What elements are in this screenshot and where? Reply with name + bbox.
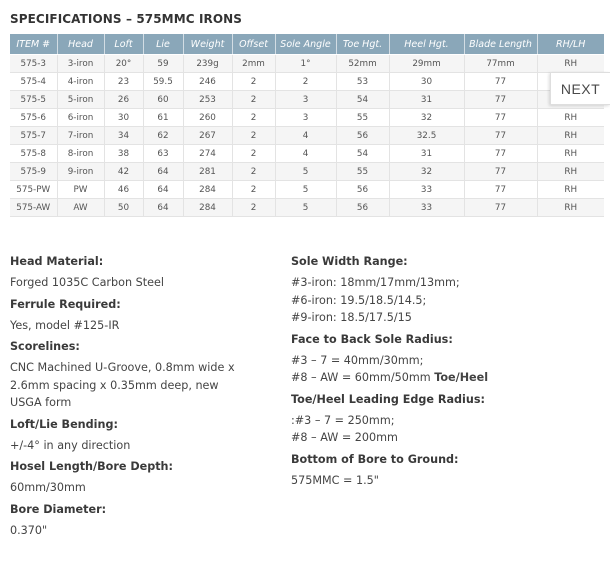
table-cell: 5 bbox=[275, 199, 336, 217]
table-row bbox=[10, 145, 604, 163]
spec-label: Face to Back Sole Radius: bbox=[291, 332, 453, 346]
table-cell: 64 bbox=[143, 163, 183, 181]
table-cell: 2 bbox=[232, 163, 275, 181]
table-cell: 77mm bbox=[464, 55, 537, 73]
table-cell: 31 bbox=[389, 145, 464, 163]
spec-group bbox=[10, 503, 265, 540]
spec-value-line: :#3 – 7 = 250mm; bbox=[291, 413, 395, 427]
column-header: Blade Length bbox=[464, 34, 537, 55]
table-cell: 2 bbox=[232, 91, 275, 109]
spec-value-line: #6-iron: 19.5/18.5/14.5; bbox=[291, 293, 427, 307]
table-cell: 59.5 bbox=[143, 73, 183, 91]
table-cell: 575-8 bbox=[10, 145, 57, 163]
table-cell: 77 bbox=[464, 181, 537, 199]
table-cell: 4 bbox=[275, 127, 336, 145]
table-cell: 54 bbox=[336, 91, 389, 109]
spec-bore-to-ground bbox=[291, 453, 601, 490]
table-cell: 5 bbox=[275, 163, 336, 181]
table-cell: 4-iron bbox=[57, 73, 104, 91]
table-cell: 32 bbox=[389, 163, 464, 181]
spec-label: Ferrule Required: bbox=[10, 297, 121, 311]
spec-value bbox=[291, 472, 601, 490]
specs-left-column bbox=[10, 255, 265, 545]
table-cell: 32.5 bbox=[389, 127, 464, 145]
table-cell: 239g bbox=[183, 55, 232, 73]
table-cell: RH bbox=[537, 181, 604, 199]
spec-value-line: #8 – AW = 200mm bbox=[291, 431, 398, 444]
spec-value-line: #9-iron: 18.5/17.5/15 bbox=[291, 311, 412, 324]
table-cell: 77 bbox=[464, 199, 537, 217]
table-cell: RH bbox=[537, 55, 604, 73]
table-cell: 32 bbox=[389, 109, 464, 127]
table-cell: 575-6 bbox=[10, 109, 57, 127]
table-cell: 38 bbox=[104, 145, 143, 163]
table-cell: 246 bbox=[183, 73, 232, 91]
table-cell: 575-PW bbox=[10, 181, 57, 199]
spec-value bbox=[10, 274, 265, 292]
table-cell: RH bbox=[537, 145, 604, 163]
specifications-table bbox=[10, 34, 604, 217]
table-cell: 575-7 bbox=[10, 127, 57, 145]
table-cell: 281 bbox=[183, 163, 232, 181]
specs-right-column bbox=[291, 255, 601, 495]
table-cell: 61 bbox=[143, 109, 183, 127]
table-cell: RH bbox=[537, 199, 604, 217]
table-cell: 34 bbox=[104, 127, 143, 145]
spec-value bbox=[10, 317, 265, 335]
spec-label: Head Material: bbox=[10, 255, 104, 268]
page-title: SPECIFICATIONS – 575MMC IRONS bbox=[10, 12, 243, 26]
table-cell: RH bbox=[537, 163, 604, 181]
spec-label: Bore Diameter: bbox=[10, 502, 107, 516]
table-cell: 64 bbox=[143, 181, 183, 199]
table-cell: 77 bbox=[464, 73, 537, 91]
spec-value-text: #8 – AW = 60mm/50mm bbox=[291, 371, 435, 384]
column-header: Toe Hgt. bbox=[336, 34, 389, 55]
table-cell: 56 bbox=[336, 181, 389, 199]
table-cell: 2 bbox=[275, 73, 336, 91]
table-cell: 9-iron bbox=[57, 163, 104, 181]
column-header: Loft bbox=[104, 34, 143, 55]
spec-value-line: Yes, model #125-IR bbox=[10, 318, 120, 332]
table-cell: 2 bbox=[232, 181, 275, 199]
table-row bbox=[10, 91, 604, 109]
table-row bbox=[10, 109, 604, 127]
column-header: ITEM # bbox=[10, 34, 57, 55]
table-cell: 30 bbox=[104, 109, 143, 127]
column-header: Sole Angle bbox=[275, 34, 336, 55]
spec-value-line: 2.6mm spacing x 0.35mm deep, new bbox=[10, 378, 219, 392]
table-cell: 2mm bbox=[232, 55, 275, 73]
spec-value bbox=[10, 522, 265, 540]
spec-value-line: CNC Machined U-Groove, 0.8mm wide x bbox=[10, 361, 235, 374]
spec-value-line: +/-4° in any direction bbox=[10, 438, 131, 452]
table-cell: RH bbox=[537, 109, 604, 127]
spec-value-line: 0.370" bbox=[10, 523, 48, 537]
column-header: Weight bbox=[183, 34, 232, 55]
table-cell: 7-iron bbox=[57, 127, 104, 145]
table-row bbox=[10, 73, 604, 91]
table-cell: RH bbox=[537, 127, 604, 145]
column-header: Lie bbox=[143, 34, 183, 55]
table-cell: 52mm bbox=[336, 55, 389, 73]
table-cell: 55 bbox=[336, 109, 389, 127]
table-cell: 77 bbox=[464, 91, 537, 109]
table-cell: 63 bbox=[143, 145, 183, 163]
table-cell: 77 bbox=[464, 109, 537, 127]
spec-value-line: 575MMC = 1.5" bbox=[291, 473, 379, 487]
spec-value-line bbox=[291, 369, 601, 387]
table-cell: 284 bbox=[183, 181, 232, 199]
table-cell: 2 bbox=[232, 199, 275, 217]
table-cell: 53 bbox=[336, 73, 389, 91]
spec-value bbox=[10, 437, 265, 455]
table-cell: AW bbox=[57, 199, 104, 217]
table-cell: 2 bbox=[232, 127, 275, 145]
table-cell: 2 bbox=[232, 109, 275, 127]
table-row bbox=[10, 127, 604, 145]
column-header: RH/LH bbox=[537, 34, 604, 55]
table-cell: 575-9 bbox=[10, 163, 57, 181]
table-cell: 575-4 bbox=[10, 73, 57, 91]
spec-value bbox=[10, 359, 265, 412]
spec-toe-heel-radius bbox=[291, 393, 601, 447]
table-row bbox=[10, 55, 604, 73]
spec-face-back-radius bbox=[291, 333, 601, 387]
table-cell: 4 bbox=[275, 145, 336, 163]
table-cell: 3 bbox=[275, 91, 336, 109]
spec-group bbox=[10, 298, 265, 335]
spec-value-line: #3-iron: 18mm/17mm/13mm; bbox=[291, 276, 460, 289]
table-cell: 77 bbox=[464, 127, 537, 145]
table-row bbox=[10, 163, 604, 181]
table-cell: 3-iron bbox=[57, 55, 104, 73]
spec-label: Toe/Heel Leading Edge Radius: bbox=[291, 392, 485, 406]
table-cell: 2 bbox=[232, 73, 275, 91]
table-cell: 3 bbox=[275, 109, 336, 127]
spec-group bbox=[10, 255, 265, 292]
table-cell: 54 bbox=[336, 145, 389, 163]
spec-sole-width bbox=[291, 255, 601, 327]
table-cell: 23 bbox=[104, 73, 143, 91]
table-cell: 274 bbox=[183, 145, 232, 163]
table-cell: 29mm bbox=[389, 55, 464, 73]
table-cell: 2 bbox=[232, 145, 275, 163]
table-cell: 8-iron bbox=[57, 145, 104, 163]
table-cell: 50 bbox=[104, 199, 143, 217]
table-cell: 60 bbox=[143, 91, 183, 109]
table-cell: 267 bbox=[183, 127, 232, 145]
spec-value bbox=[291, 274, 601, 327]
table-cell: 46 bbox=[104, 181, 143, 199]
spec-label: Bottom of Bore to Ground: bbox=[291, 452, 459, 466]
table-cell: 55 bbox=[336, 163, 389, 181]
spec-label: Scorelines: bbox=[10, 340, 80, 353]
table-cell: 33 bbox=[389, 181, 464, 199]
spec-value-line: USGA form bbox=[10, 396, 72, 409]
table-cell: 20° bbox=[104, 55, 143, 73]
table-cell: 575-3 bbox=[10, 55, 57, 73]
table-cell: 56 bbox=[336, 199, 389, 217]
next-button[interactable]: NEXT bbox=[550, 72, 610, 105]
table-cell: 6-iron bbox=[57, 109, 104, 127]
table-cell: 42 bbox=[104, 163, 143, 181]
spec-value bbox=[291, 412, 601, 447]
table-header-row bbox=[10, 34, 604, 55]
table-cell: 59 bbox=[143, 55, 183, 73]
table-cell: 253 bbox=[183, 91, 232, 109]
spec-group bbox=[10, 460, 265, 497]
table-cell: PW bbox=[57, 181, 104, 199]
table-cell: 77 bbox=[464, 163, 537, 181]
spec-label: Loft/Lie Bending: bbox=[10, 417, 118, 431]
table-cell: 30 bbox=[389, 73, 464, 91]
spec-value bbox=[10, 479, 265, 497]
spec-value bbox=[291, 352, 601, 387]
table-cell: 31 bbox=[389, 91, 464, 109]
column-header: Heel Hgt. bbox=[389, 34, 464, 55]
table-cell: 284 bbox=[183, 199, 232, 217]
spec-label: Hosel Length/Bore Depth: bbox=[10, 460, 173, 473]
table-cell: 26 bbox=[104, 91, 143, 109]
table-row bbox=[10, 181, 604, 199]
table-cell: 260 bbox=[183, 109, 232, 127]
table-cell: 575-AW bbox=[10, 199, 57, 217]
column-header: Offset bbox=[232, 34, 275, 55]
spec-value-line: Forged 1035C Carbon Steel bbox=[10, 276, 164, 289]
table-cell: 5-iron bbox=[57, 91, 104, 109]
table-cell: 5 bbox=[275, 181, 336, 199]
column-header: Head bbox=[57, 34, 104, 55]
spec-value-line: 60mm/30mm bbox=[10, 481, 86, 494]
table-cell: 62 bbox=[143, 127, 183, 145]
table-cell: 575-5 bbox=[10, 91, 57, 109]
table-body bbox=[10, 55, 604, 217]
spec-group bbox=[10, 340, 265, 412]
table-row bbox=[10, 199, 604, 217]
table-cell: 64 bbox=[143, 199, 183, 217]
table-cell: 77 bbox=[464, 145, 537, 163]
spec-value-bold: Toe/Heel bbox=[434, 371, 489, 384]
spec-label: Sole Width Range: bbox=[291, 255, 408, 268]
table-cell: 56 bbox=[336, 127, 389, 145]
spec-value-line: #3 – 7 = 40mm/30mm; bbox=[291, 353, 424, 367]
table-cell: 1° bbox=[275, 55, 336, 73]
table-cell: 33 bbox=[389, 199, 464, 217]
spec-group bbox=[10, 418, 265, 455]
